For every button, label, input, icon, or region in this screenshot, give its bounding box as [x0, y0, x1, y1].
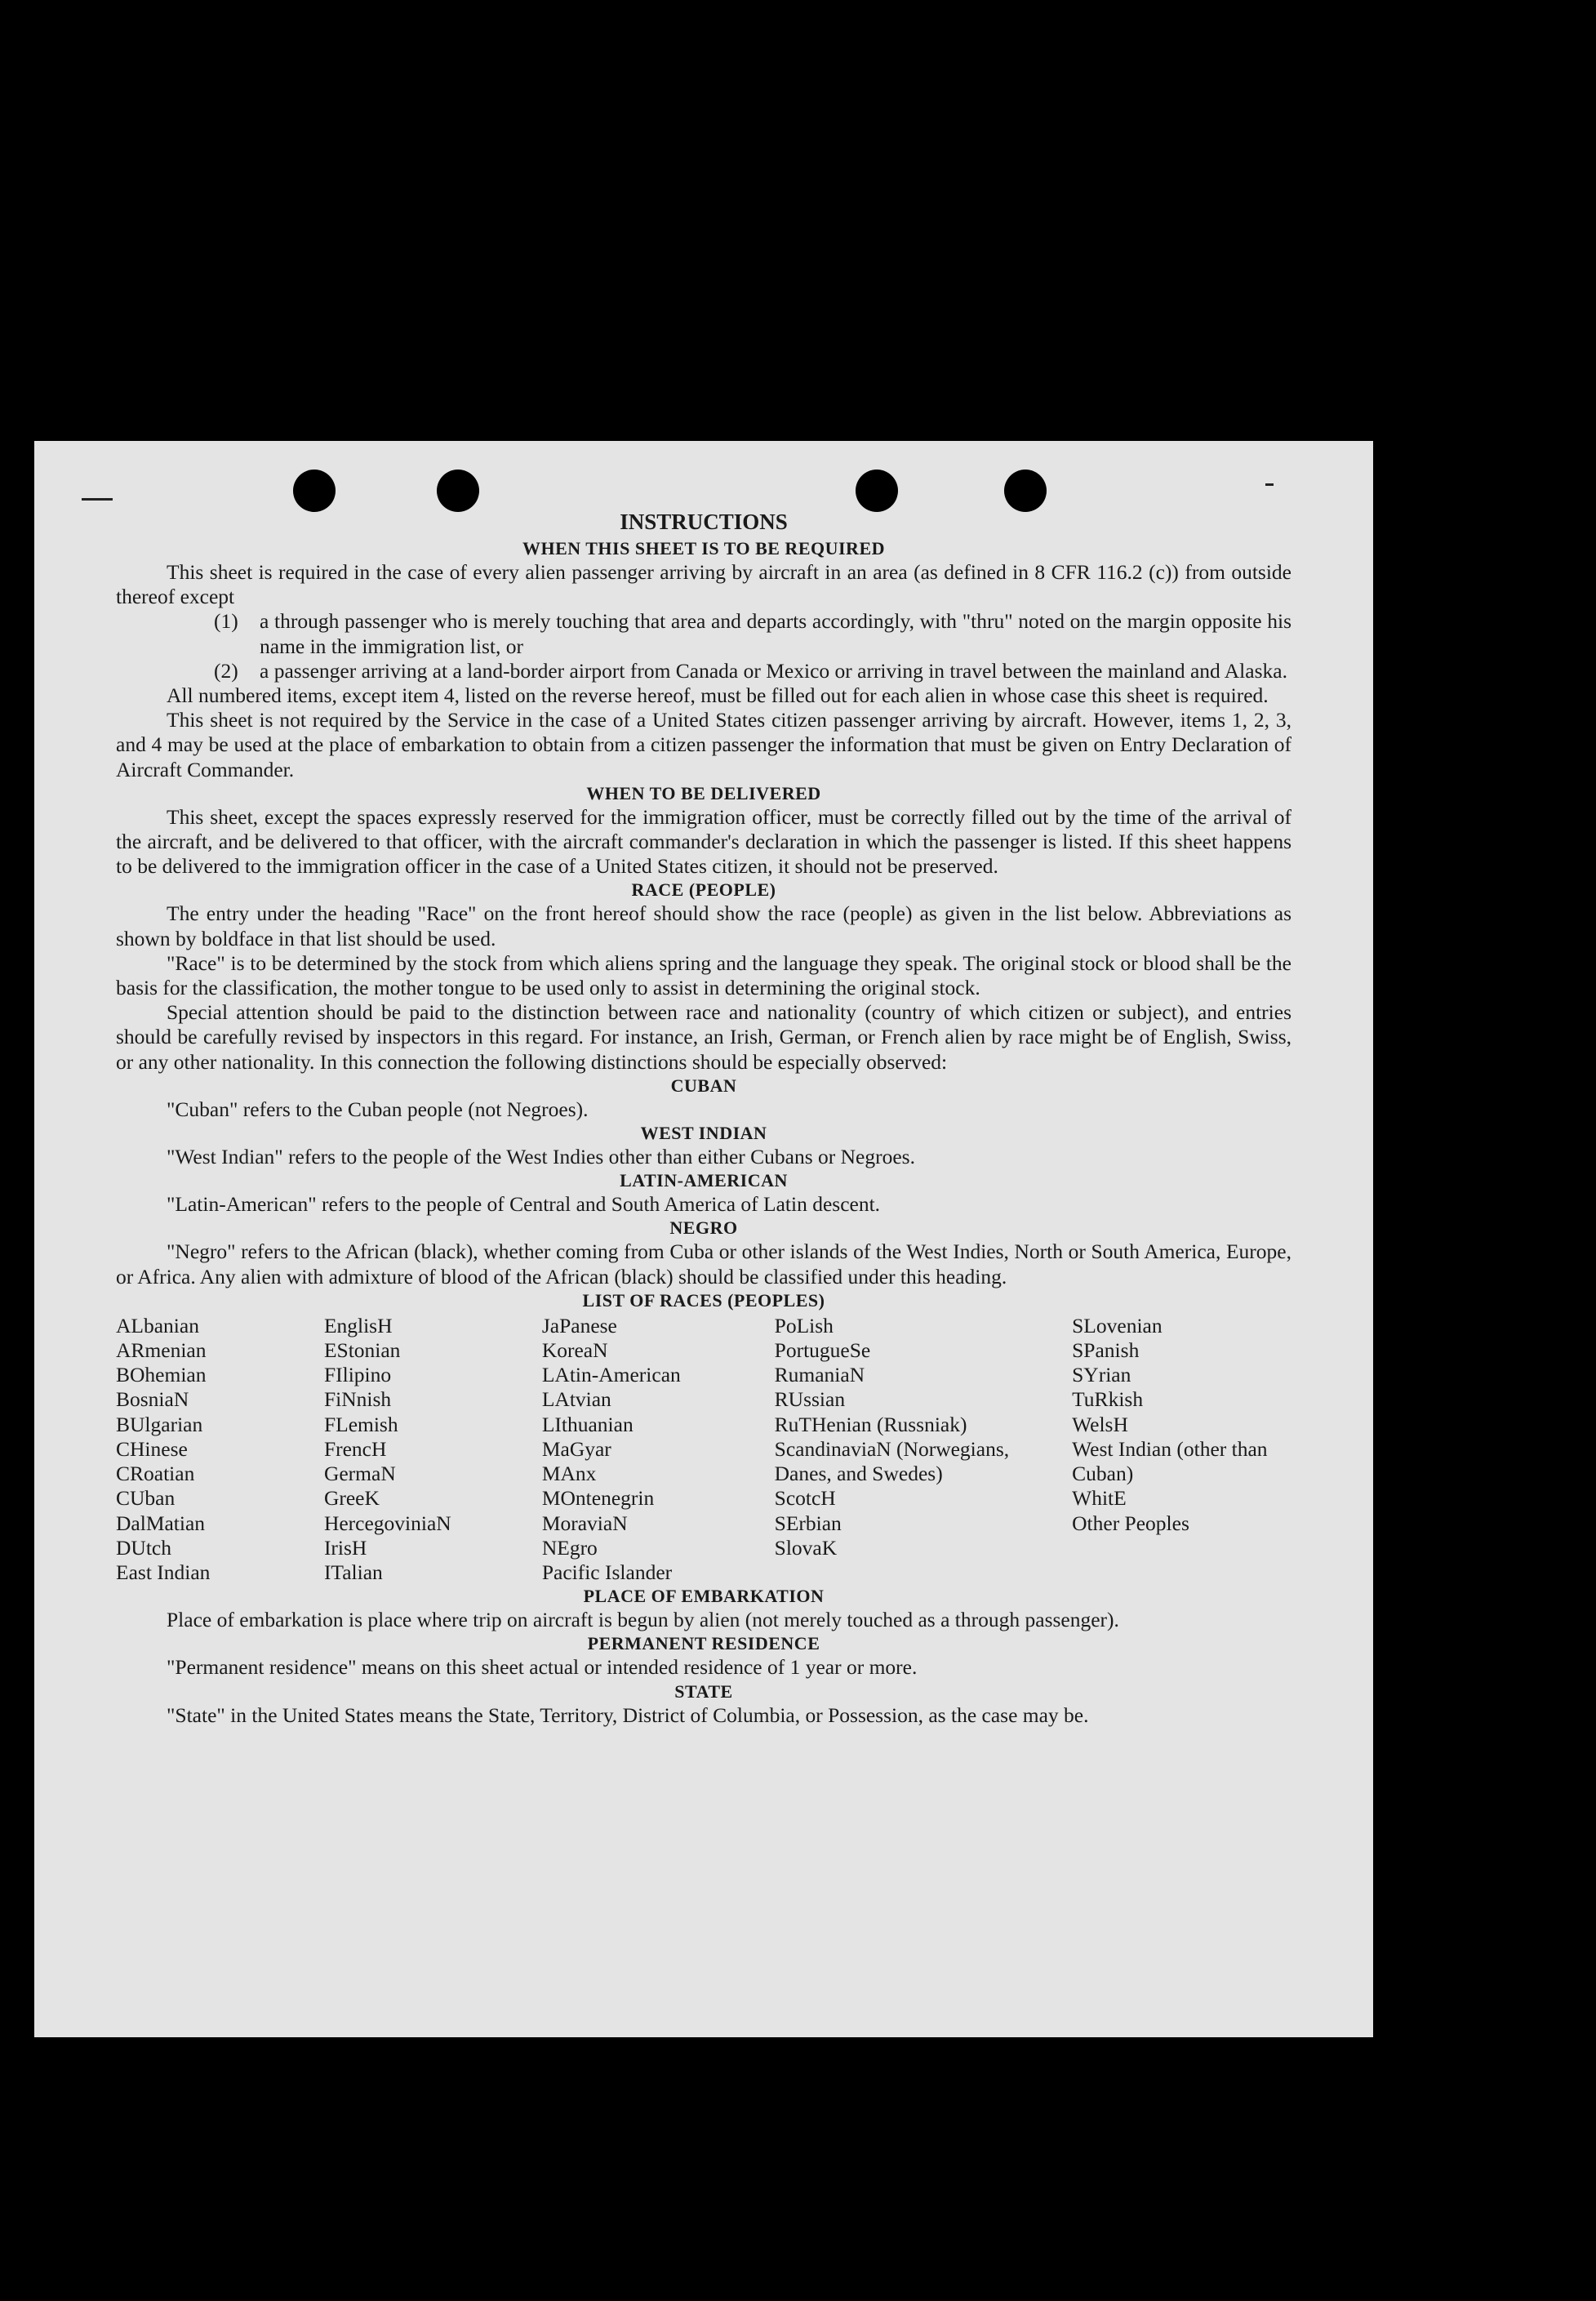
race-entry: NEgro — [541, 1535, 598, 1560]
list-item — [116, 609, 1291, 658]
punch-hole — [293, 470, 336, 512]
race-entry: BUlgarian — [116, 1412, 203, 1436]
section-heading: WEST INDIAN — [640, 1123, 767, 1144]
race-entry: BOhemian — [116, 1363, 207, 1387]
race-entry: GermaN — [323, 1462, 396, 1486]
race-entry: KoreaN — [541, 1338, 608, 1363]
scan-speck — [1265, 483, 1274, 486]
race-entry: RuTHenian (Russniak) — [774, 1412, 967, 1436]
instruction-sheet — [34, 441, 1373, 2037]
race-entry: DalMatian — [116, 1511, 206, 1535]
race-entry: SErbian — [774, 1511, 842, 1535]
race-entry: West Indian (other than Cuban) — [1072, 1436, 1268, 1486]
race-entry: EnglisH — [323, 1313, 393, 1337]
punch-hole — [1004, 470, 1047, 512]
punch-hole — [437, 470, 479, 512]
race-entry: East Indian — [116, 1560, 211, 1584]
race-entry: ScandinaviaN (Norwegians, Danes, and Swedes) — [774, 1436, 1010, 1486]
paragraph: "Permanent residence" means on this sheet actual or intended residence of 1 year or more. — [167, 1655, 918, 1680]
paragraph: The entry under the heading "Race" on the front hereof should show the race (people) as given in the list below. Abbreviations as shown by boldface in that list should be used. — [116, 901, 1291, 950]
paragraph: "West Indian" refers to the people of the West Indies other than either Cubans or Negroes. — [167, 1145, 915, 1169]
section-heading: LIST OF RACES (PEOPLES) — [582, 1289, 825, 1311]
race-entry: SlovaK — [774, 1535, 838, 1560]
paragraph: Special attention should be paid to the distinction between race and nationality (country of which citizen or subject), and entries should be carefully revised by inspectors in this regard. For instance, an Irish, German, or French alien by race might be of English, Swiss, or any other nationality. In this connection the following distinctions should be especially observed: — [116, 1000, 1291, 1074]
race-column — [324, 1314, 542, 1585]
race-entry: JaPanese — [541, 1313, 617, 1337]
race-entry: FiNnish — [323, 1387, 392, 1412]
paragraph: Place of embarkation is place where trip on aircraft is begun by alien (not merely touched as a through passenger). — [167, 1608, 1119, 1632]
section-heading: WHEN TO BE DELIVERED — [586, 782, 821, 803]
item-number: (2) — [214, 658, 238, 683]
race-entry: CRoatian — [116, 1462, 195, 1486]
race-entry: FLemish — [323, 1412, 398, 1436]
race-entry: MaGyar — [541, 1436, 611, 1461]
race-column — [775, 1314, 1072, 1585]
paragraph: "Cuban" refers to the Cuban people (not Negroes). — [167, 1097, 589, 1121]
race-entry: WelsH — [1072, 1412, 1128, 1436]
section-heading: RACE (PEOPLE) — [631, 879, 776, 901]
race-column — [116, 1314, 324, 1585]
section-heading: LATIN-AMERICAN — [620, 1170, 788, 1191]
item-text: a passenger arriving at a land-border airport from Canada or Mexico or arriving in travel between the mainland and Alaska. — [260, 658, 1287, 683]
race-entry: BosniaN — [116, 1387, 189, 1412]
document-body — [116, 508, 1291, 1728]
section-heading: WHEN THIS SHEET IS TO BE REQUIRED — [522, 538, 886, 559]
race-entry: DUtch — [116, 1535, 171, 1560]
race-entry: CHinese — [116, 1436, 188, 1461]
race-entry: CUban — [116, 1486, 176, 1511]
race-entry: MoraviaN — [541, 1511, 628, 1535]
race-entry: RumaniaN — [774, 1363, 865, 1387]
race-entry: MAnx — [541, 1462, 597, 1486]
race-entry: PortugueSe — [774, 1338, 871, 1363]
race-entry: Pacific Islander — [541, 1560, 673, 1584]
list-item — [116, 659, 1291, 683]
section-heading: NEGRO — [669, 1217, 738, 1239]
race-entry: TuRkish — [1072, 1387, 1144, 1412]
race-entry: IrisH — [323, 1535, 367, 1560]
race-entry: Other Peoples — [1072, 1511, 1189, 1535]
paragraph: "Negro" refers to the African (black), whether coming from Cuba or other islands of the West Indies, North or South America, Europe, or Africa. Any alien with admixture of blood of the African (black) should be classified under this heading. — [116, 1240, 1291, 1288]
paragraph: This sheet is required in the case of every alien passenger arriving by aircraft in an area (as defined in 8 CFR 116.2 (c)) from outside thereof except — [116, 560, 1291, 609]
race-entry: SLovenian — [1072, 1313, 1163, 1337]
race-entry: HercegoviniaN — [323, 1511, 451, 1535]
item-text: a through passenger who is merely touching that area and departs accordingly, with "thru" noted on the margin opposite his name in the immigration list, or — [260, 609, 1291, 658]
race-entry: PoLish — [774, 1313, 834, 1337]
race-entry: SYrian — [1072, 1363, 1131, 1387]
race-entry: SPanish — [1072, 1338, 1140, 1363]
race-entry: EStonian — [323, 1338, 401, 1363]
paragraph: "Race" is to be determined by the stock from which aliens spring and the language they speak. The original stock or blood shall be the basis for the classification, the mother tongue to be used only to assist in determining the original stock. — [116, 950, 1291, 1000]
race-entry: LIthuanian — [541, 1412, 634, 1436]
race-entry: ITalian — [323, 1560, 383, 1584]
race-entry: WhitE — [1072, 1486, 1127, 1511]
paragraph: All numbered items, except item 4, listed on the reverse hereof, must be filled out for each alien in whose case this sheet is required. — [167, 683, 1269, 708]
punch-hole — [856, 470, 898, 512]
section-heading: STATE — [674, 1680, 733, 1702]
race-entry: LAtvian — [541, 1387, 611, 1412]
paragraph: "State" in the United States means the State, Territory, District of Columbia, or Possession, as the case may be. — [167, 1702, 1089, 1727]
section-heading: CUBAN — [670, 1075, 737, 1096]
race-entry: ARmenian — [116, 1338, 207, 1363]
race-entry: ScotcH — [774, 1486, 836, 1511]
scan-speck — [82, 498, 113, 501]
race-list — [116, 1314, 1291, 1585]
paragraph: "Latin-American" refers to the people of Central and South America of Latin descent. — [167, 1192, 881, 1217]
section-heading: PLACE OF EMBARKATION — [583, 1586, 825, 1607]
race-entry: GreeK — [323, 1486, 380, 1511]
paragraph: This sheet is not required by the Service in the case of a United States citizen passenger arriving by aircraft. However, items 1, 2, 3, and 4 may be used at the place of embarkation to obtain from a citizen passenger the information that must be given on Entry Declaration of Aircraft Commander. — [116, 708, 1291, 781]
item-number: (1) — [214, 609, 238, 634]
race-column — [542, 1314, 775, 1585]
race-column — [1072, 1314, 1291, 1585]
race-entry: LAtin-American — [541, 1363, 681, 1387]
race-entry: ALbanian — [116, 1313, 199, 1337]
paragraph: This sheet, except the spaces expressly reserved for the immigration officer, must be correctly filled out by the time of the arrival of the aircraft, and be delivered to that officer, with the aircraft commander's declaration in which the passenger is listed. If this sheet happens to be delivered to the immigration officer in the case of a United States citizen, it should not be preserved. — [116, 804, 1291, 879]
race-entry: RUssian — [774, 1387, 846, 1412]
section-heading: PERMANENT RESIDENCE — [587, 1633, 820, 1654]
race-entry: MOntenegrin — [541, 1486, 655, 1511]
page-title: INSTRUCTIONS — [620, 510, 788, 534]
race-entry: FrencH — [323, 1436, 387, 1461]
race-entry: FIlipino — [323, 1363, 392, 1387]
